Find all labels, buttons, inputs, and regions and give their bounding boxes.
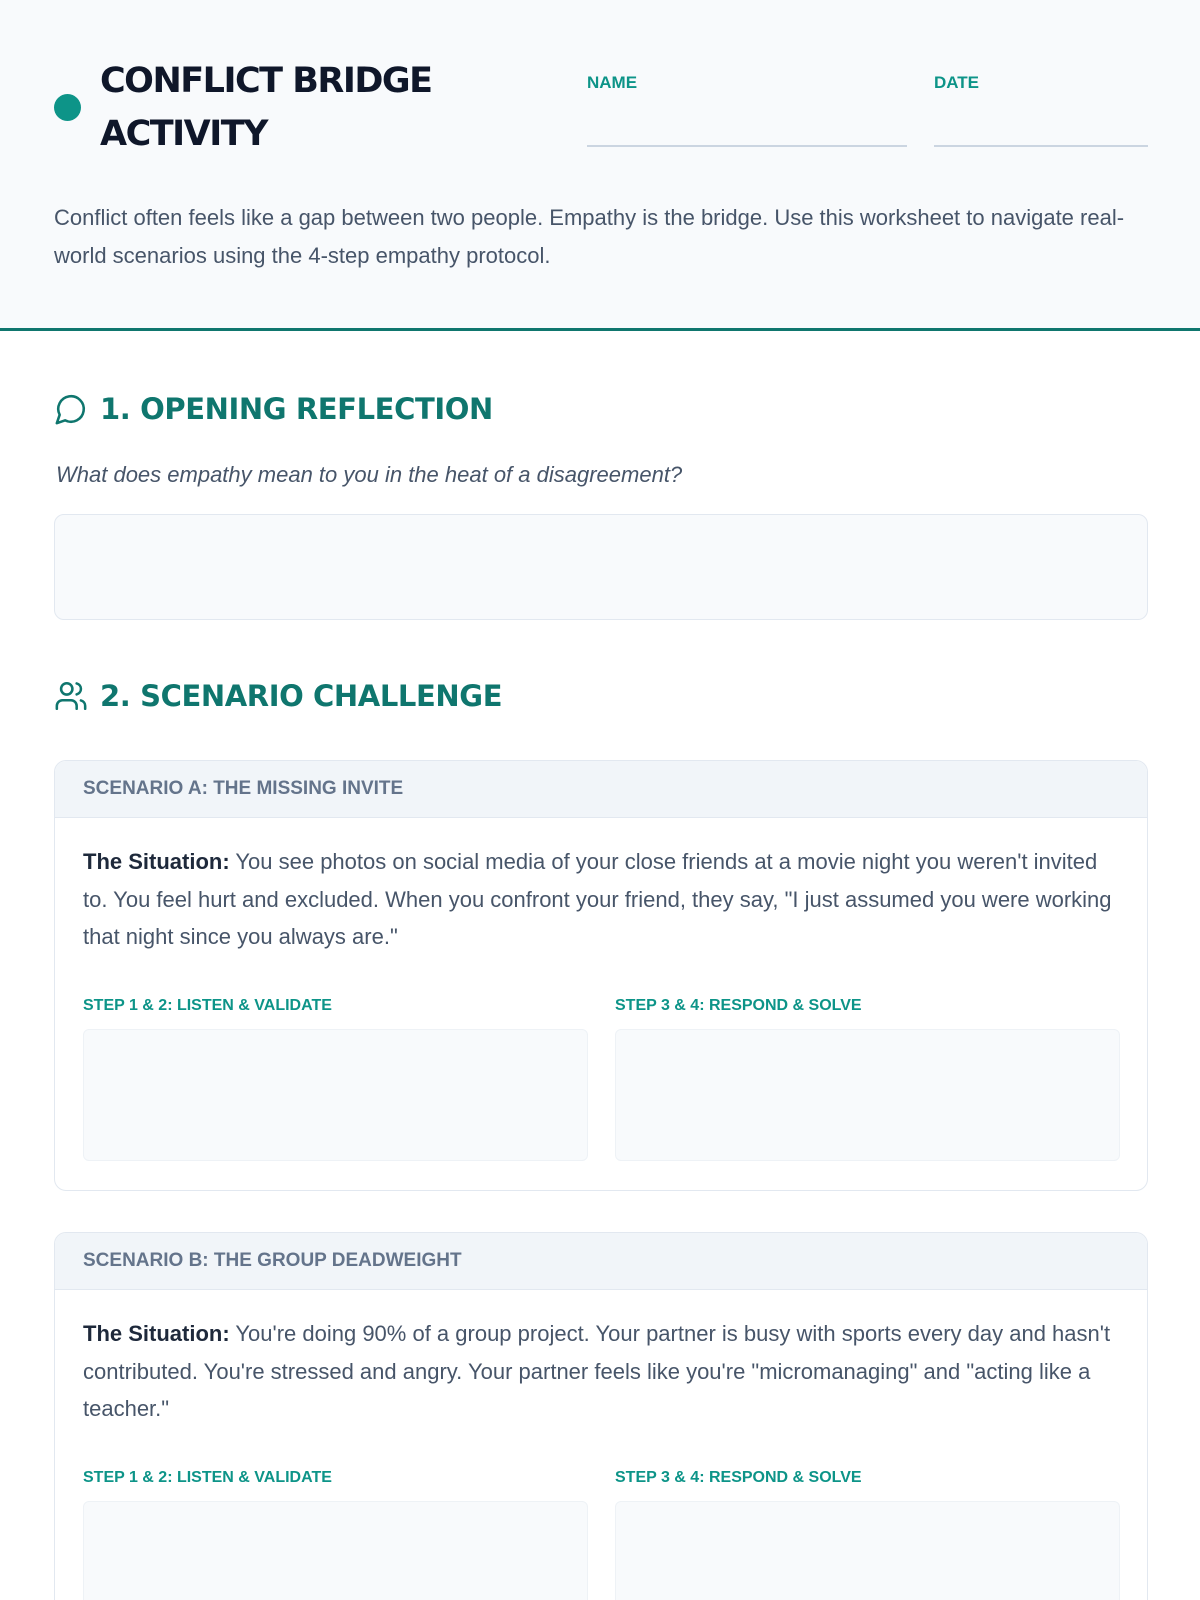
situation-label: The Situation: (83, 849, 230, 874)
section-title: 1. OPENING REFLECTION (100, 392, 493, 426)
date-field[interactable] (934, 72, 1148, 94)
scenario-situation (83, 1315, 1123, 1428)
reflection-prompt: What does empathy mean to you in the heat of a disagreement? (56, 462, 683, 487)
section-scenario-challenge (54, 679, 502, 713)
section-opening-reflection (54, 392, 493, 426)
respond-solve-answer-box[interactable] (615, 1029, 1120, 1161)
speech-bubble-icon (54, 392, 88, 426)
scenario-title: SCENARIO B: THE GROUP DEADWEIGHT (55, 1233, 1147, 1290)
accent-dot-icon (54, 94, 81, 121)
situation-label: The Situation: (83, 1321, 230, 1346)
date-input-line[interactable] (934, 145, 1148, 147)
scenario-card-a (54, 760, 1148, 1191)
listen-validate-answer-box[interactable] (83, 1501, 588, 1600)
step-listen-validate-label: STEP 1 & 2: LISTEN & VALIDATE (83, 1469, 332, 1486)
reflection-answer-box[interactable] (54, 514, 1148, 620)
name-field[interactable] (587, 72, 907, 94)
name-label: NAME (587, 73, 638, 92)
respond-solve-answer-box[interactable] (615, 1501, 1120, 1600)
intro-text: Conflict often feels like a gap between two people. Empathy is the bridge. Use this worksheet to navigate real-world scenarios using the 4-step empathy protocol. (54, 205, 1125, 268)
scenario-card-b (54, 1232, 1148, 1600)
step-respond-solve-label: STEP 3 & 4: RESPOND & SOLVE (615, 1469, 862, 1486)
step-respond-solve-label: STEP 3 & 4: RESPOND & SOLVE (615, 997, 862, 1014)
situation-text: You're doing 90% of a group project. Your partner is busy with sports every day and hasn't contributed. You're stressed and angry. Your partner feels like you're "micromanaging" and "acting like a teacher." (83, 1321, 1111, 1421)
scenario-situation (83, 843, 1123, 956)
situation-text: You see photos on social media of your close friends at a movie night you weren't invited to. You feel hurt and excluded. When you confront your friend, they say, "I just assumed you were working that night since you always are." (83, 849, 1112, 949)
date-label: DATE (934, 73, 980, 92)
worksheet-header (0, 0, 1200, 331)
section-title: 2. SCENARIO CHALLENGE (100, 679, 503, 713)
name-input-line[interactable] (587, 145, 907, 147)
scenario-title: SCENARIO A: THE MISSING INVITE (55, 761, 1147, 818)
page-title: CONFLICT BRIDGE ACTIVITY (100, 61, 432, 154)
step-listen-validate-label: STEP 1 & 2: LISTEN & VALIDATE (83, 997, 332, 1014)
users-icon (54, 679, 88, 713)
listen-validate-answer-box[interactable] (83, 1029, 588, 1161)
